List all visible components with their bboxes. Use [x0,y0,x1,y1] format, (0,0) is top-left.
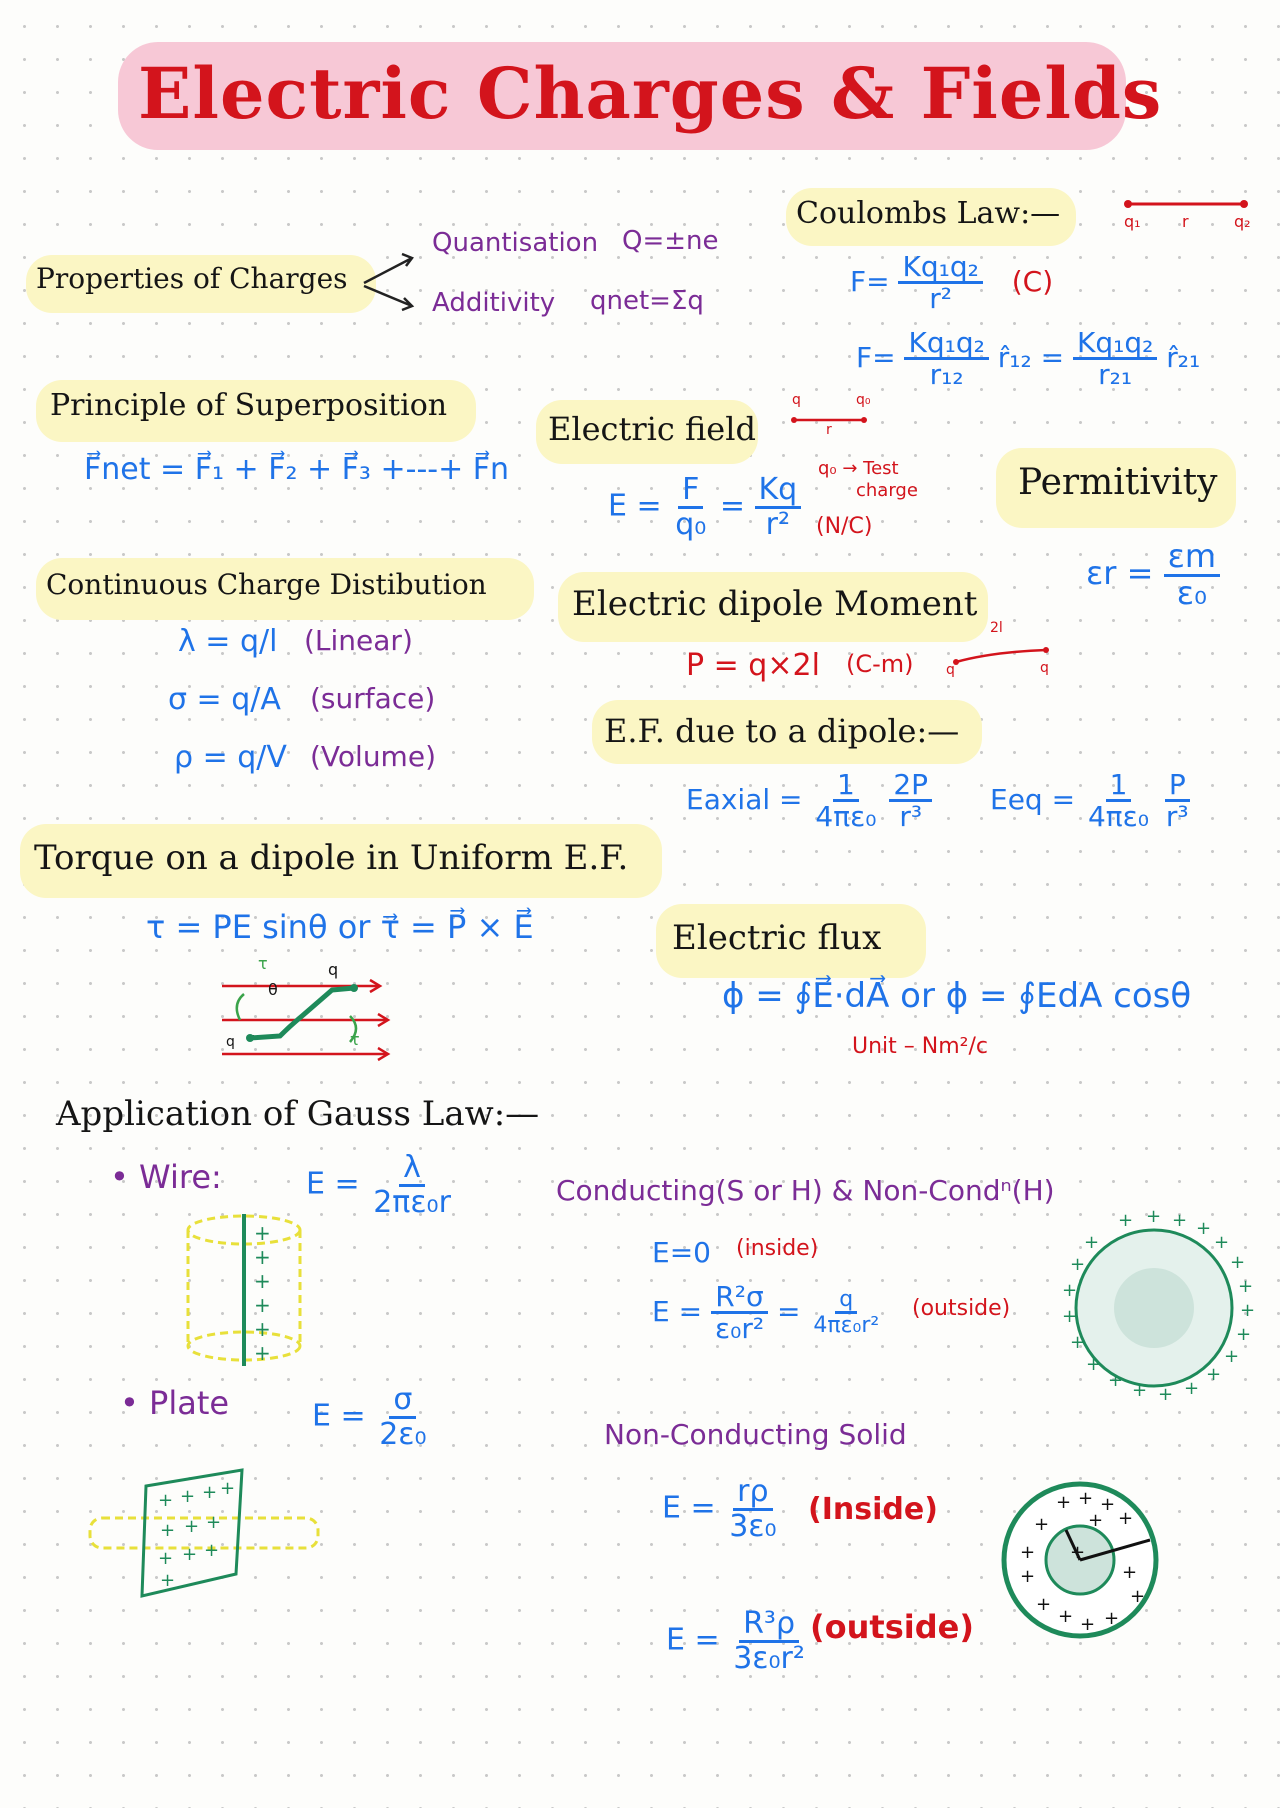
svg-text:+: + [254,1245,271,1269]
svg-text:+: + [254,1317,271,1341]
dipole-moment-q-left: q [946,662,955,678]
outside-den2: 4πε₀r² [813,1313,880,1339]
permitivity-heading: Permitivity [1018,462,1218,503]
solid-out-lhs: E = [666,1622,720,1658]
ef-dipole-eq-den1: 4πε₀ [1087,800,1149,834]
solid-in-lhs: E = [662,1490,716,1526]
svg-text:+: + [1062,1280,1078,1301]
plate-label: • Plate [120,1384,230,1422]
coulomb-q1: q₁ [1124,212,1141,231]
ef-dipole-axial-lhs: Eaxial = [686,782,803,816]
permitivity-formula [1086,537,1220,612]
ef-dipole-axial-den2: r³ [899,800,923,834]
quantisation-label: Quantisation [432,228,599,258]
svg-text:+: + [1070,1332,1086,1353]
torque-q-top: q [328,960,339,979]
solid-in-den: 3ε₀ [729,1508,777,1544]
superposition-formula: F⃗net = F⃗₁ + F⃗₂ + F⃗₃ +---+ F⃗n [84,452,510,487]
page-title: Electric Charges & Fields [138,52,1163,135]
plate-num: σ [389,1384,416,1419]
electric-field-den1: q₀ [675,506,707,542]
coulomb-f2-den2: r₂₁ [1098,358,1133,392]
coulomb-f2-den1: r₁₂ [929,358,964,392]
plate-lhs: E = [312,1398,366,1434]
solid-in-fraction [725,1476,780,1542]
svg-text:+: + [1080,1614,1096,1635]
ef-dipole-axial [686,770,932,832]
permitivity-den: ε₀ [1176,573,1207,612]
coulomb-heading: Coulombs Law:— [796,196,1061,231]
electric-field-unit: (N/C) [816,514,873,539]
coulomb-f2-num1: Kq₁q₂ [904,328,988,360]
torque-theta: θ [268,980,278,999]
svg-text:+: + [1070,1542,1086,1563]
svg-text:+: + [1056,1492,1072,1513]
properties-arrows [362,248,422,318]
svg-text:+: + [254,1269,271,1293]
dipole-moment-heading: Electric dipole Moment [572,584,978,624]
wire-num: λ [399,1152,425,1187]
additivity-label: Additivity [432,288,556,318]
ef-dipole-axial-fraction-1 [811,770,880,832]
torque-diagram [210,950,400,1070]
flux-heading: Electric flux [672,918,882,958]
svg-text:+: + [206,1512,222,1533]
ef-dipole-axial-fraction-2 [889,770,932,832]
continuous-heading: Continuous Charge Distibution [46,568,487,601]
svg-text:+: + [160,1570,176,1591]
electric-field-diagram-q0: q₀ [856,392,871,408]
svg-text:+: + [1158,1384,1174,1405]
solid-out-fraction [729,1608,809,1674]
plate-diagram [86,1466,326,1616]
svg-text:+: + [1034,1514,1050,1535]
svg-text:+: + [1058,1606,1074,1627]
svg-text:+: + [184,1516,200,1537]
electric-field-diagram-r: r [826,422,832,438]
volume-formula: ρ = q/V [174,740,287,775]
outside-fraction-2 [809,1288,883,1337]
linear-formula: λ = q/l [178,624,278,659]
plate-den: 2ε₀ [379,1416,427,1452]
svg-text:+: + [1146,1206,1162,1227]
solid-outside-formula [666,1608,809,1674]
svg-text:+: + [1078,1488,1094,1509]
coulomb-f2-fraction-2 [1073,328,1157,390]
ef-dipole-axial-den1: 4πε₀ [815,800,877,834]
svg-text:+: + [1206,1364,1222,1385]
outside-label: (outside) [912,1296,1011,1321]
svg-text:+: + [1224,1346,1240,1367]
coulomb-formula-2 [856,328,1200,390]
coulomb-f2-num2: Kq₁q₂ [1073,328,1157,360]
flux-unit: Unit – Nm²/c [852,1034,988,1059]
coulomb-f2-vec2: r̂₂₁ [1166,340,1201,374]
ef-dipole-eq-num2: P [1165,770,1190,802]
conducting-sphere-diagram [1058,1208,1258,1408]
solid-out-den: 3ε₀r² [733,1640,805,1676]
solid-inside-formula [662,1476,781,1542]
dipole-moment-diagram [952,644,1052,668]
electric-field-diagram-q: q [792,392,801,408]
superposition-heading: Principle of Superposition [50,388,448,423]
linear-label: (Linear) [304,624,413,657]
wire-label: • Wire: [110,1158,222,1196]
svg-text:+: + [1084,1232,1100,1253]
gauss-heading: Application of Gauss Law:— [56,1094,540,1134]
electric-field-num1: F [678,474,703,509]
coulomb-f1-num: Kq₁q₂ [898,252,982,284]
svg-text:+: + [1100,1494,1116,1515]
torque-tau-bottom: τ [350,1030,360,1049]
svg-text:+: + [254,1221,271,1245]
outside-formula [652,1282,883,1344]
inside-label: (inside) [736,1236,819,1261]
electric-field-fraction-1 [671,474,710,540]
outside-eq: = [776,1294,801,1328]
solid-outside-label: (outside) [810,1608,974,1646]
wire-diagram [184,1210,314,1370]
coulomb-f2-vec1: r̂₁₂ = [997,340,1065,374]
svg-text:+: + [1214,1232,1230,1253]
svg-text:+: + [1104,1608,1120,1629]
svg-text:+: + [1236,1324,1252,1345]
properties-heading: Properties of Charges [36,262,348,295]
svg-text:+: + [1184,1378,1200,1399]
electric-field-heading: Electric field [548,410,756,448]
svg-text:+: + [1196,1218,1212,1239]
wire-fraction [369,1152,455,1218]
ef-dipole-eq-num1: 1 [1106,770,1132,802]
outside-lhs: E = [652,1294,703,1328]
torque-formula: τ = PE sinθ or τ⃗ = P⃗ × E⃗ [146,908,534,946]
svg-text:+: + [1118,1210,1134,1231]
coulomb-q2: q₂ [1234,212,1251,231]
plate-fraction [375,1384,430,1450]
permitivity-lhs: εr = [1086,554,1154,593]
svg-text:+: + [160,1520,176,1541]
coulomb-f2-fraction-1 [904,328,988,390]
plate-formula [312,1384,431,1450]
svg-text:+: + [1130,1586,1146,1607]
svg-text:+: + [1238,1276,1254,1297]
ef-dipole-axial-num1: 1 [833,770,859,802]
electric-field-num2: Kq [755,474,802,509]
coulomb-formula-1 [850,252,1053,314]
outside-den1: ε₀r² [714,1312,765,1346]
electric-field-den2: r² [765,506,791,542]
coulomb-f2-lhs: F= [856,340,896,374]
ef-dipole-eq-fraction-2 [1162,770,1193,832]
svg-text:+: + [1230,1252,1246,1273]
coulomb-f1-den: r² [929,282,953,316]
outside-fraction-1 [711,1282,768,1344]
electric-field-eq: = [719,488,745,524]
electric-field-fraction-2 [755,474,802,540]
svg-text:+: + [1086,1354,1102,1375]
permitivity-num: εm [1164,540,1220,577]
dipole-moment-unit: (C-m) [846,650,914,678]
torque-tau-top: τ [258,954,268,973]
solid-inside-label: (Inside) [808,1492,938,1527]
solid-out-num: R³ρ [739,1608,799,1643]
permitivity-fraction [1164,537,1220,612]
svg-text:+: + [1020,1566,1036,1587]
svg-text:+: + [1020,1542,1036,1563]
ef-dipole-heading: E.F. due to a dipole:— [604,712,960,750]
ef-dipole-axial-num2: 2P [889,770,932,802]
quantisation-formula: Q=±ne [622,226,719,256]
ef-dipole-eq-lhs: Eeq = [990,782,1076,816]
flux-formula: ϕ = ∮E⃗·dA⃗ or ϕ = ∮EdA cosθ [722,976,1192,1016]
solid-in-num: rρ [733,1476,772,1511]
torque-heading: Torque on a dipole in Uniform E.F. [34,838,629,878]
torque-q-bottom: q [226,1034,235,1050]
inside-formula: E=0 [652,1236,711,1269]
electric-field-note-1: q₀ → Test [818,458,899,479]
coulomb-r: r [1182,212,1189,231]
svg-text:+: + [1240,1300,1256,1321]
svg-text:+: + [1036,1594,1052,1615]
electric-field-lhs: E = [608,488,662,524]
svg-text:+: + [158,1490,174,1511]
svg-text:+: + [180,1486,196,1507]
outside-num2: q [835,1288,857,1314]
svg-text:+: + [204,1540,220,1561]
ef-dipole-eq-den2: r³ [1165,800,1189,834]
electric-field-note-2: charge [856,480,918,501]
conducting-heading: Conducting(S or H) & Non-Condⁿ(H) [556,1174,1055,1207]
svg-text:+: + [1172,1210,1188,1231]
coulomb-f1-fraction [898,252,982,314]
ef-dipole-eq-fraction-1 [1084,770,1153,832]
svg-text:+: + [254,1341,271,1365]
svg-text:+: + [1118,1508,1134,1529]
ef-dipole-equatorial [990,770,1193,832]
wire-formula [306,1152,455,1218]
svg-text:+: + [220,1478,236,1499]
wire-den: 2πε₀r [373,1184,451,1220]
surface-label: (surface) [310,682,436,715]
svg-text:+: + [254,1293,271,1317]
outside-num1: R²σ [711,1282,767,1314]
svg-text:+: + [202,1482,218,1503]
svg-text:+: + [1062,1306,1078,1327]
svg-text:+: + [158,1548,174,1569]
coulomb-f1-lhs: F= [850,264,890,298]
svg-text:+: + [1108,1370,1124,1391]
svg-text:+: + [1132,1380,1148,1401]
dipole-moment-2l: 2l [990,620,1003,636]
surface-formula: σ = q/A [168,682,281,717]
solid-heading: Non-Conducting Solid [604,1418,907,1451]
solid-sphere-diagram [1000,1480,1170,1650]
electric-field-formula [608,474,801,540]
coulomb-f1-unit: (C) [1011,264,1054,298]
additivity-formula: qnet=Σq [590,286,704,316]
svg-text:+: + [1088,1510,1104,1531]
svg-text:+: + [1122,1562,1138,1583]
svg-text:+: + [182,1544,198,1565]
dipole-moment-formula: P = q×2l [686,648,820,683]
volume-label: (Volume) [310,740,436,773]
svg-text:+: + [1070,1254,1086,1275]
dipole-moment-q-right: q [1040,660,1049,676]
wire-lhs: E = [306,1166,360,1202]
